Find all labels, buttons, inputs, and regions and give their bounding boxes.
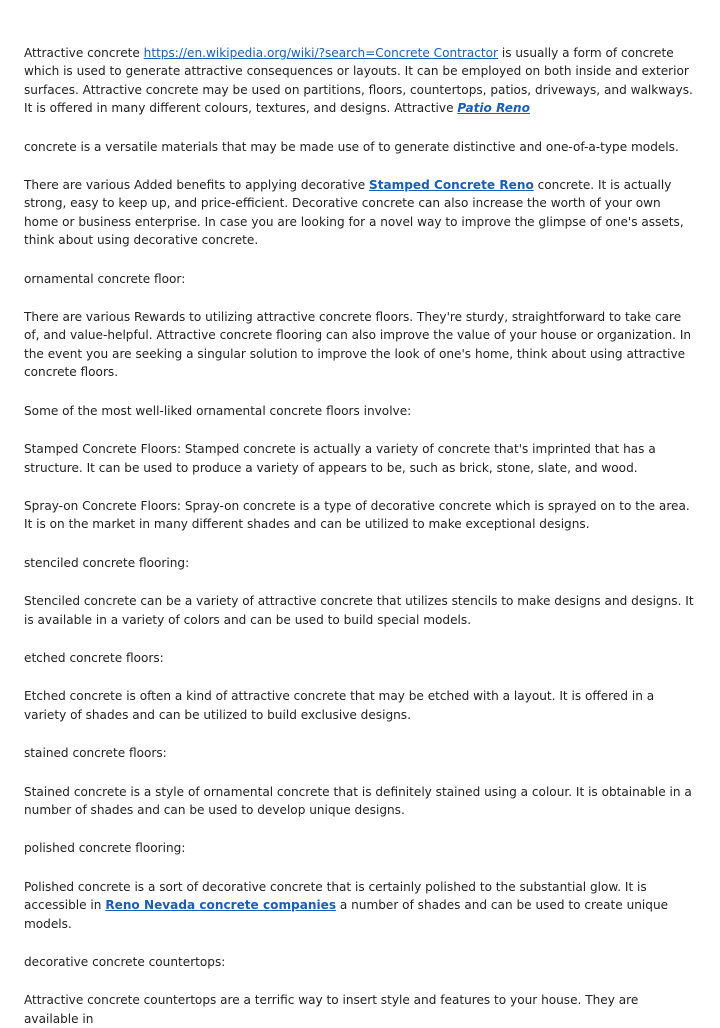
heading-ornamental-floor: ornamental concrete floor:: [24, 271, 186, 286]
paragraph-stained: Stained concrete is a style of ornamental concrete that is definitely stained using a colour. It is obtainable in a number of shades and can be used to develop unique designs.: [24, 784, 692, 817]
heading-countertops: decorative concrete countertops:: [24, 955, 226, 969]
patio-reno-link[interactable]: Patio Reno: [457, 101, 530, 116]
paragraph-versatile: concrete is a versatile materials that may be made use of to generate distinctive and one-of-a-type models.: [24, 139, 679, 154]
paragraph-text: a number of shades and can be used to create unique models.: [24, 898, 669, 931]
paragraph-popular-floors: Some of the most well-liked ornamental concrete floors involve:: [24, 403, 412, 418]
heading-polished: polished concrete flooring:: [24, 841, 186, 856]
heading-etched: etched concrete floors:: [24, 650, 164, 665]
paragraph-polished: [24, 878, 696, 933]
paragraph-text: Polished concrete is a sort of decorative concrete that is certainly polished to the substantial glow. It is accessible in: [24, 879, 647, 913]
paragraph-floor-rewards: There are various Rewards to utilizing attractive concrete floors. They're sturdy, straightforward to take care of, and value-helpful. Attractive concrete flooring can also improve the value of your house or organization. In the event you are seeking a singular solution to improve the look of one's home, think about using attractive concrete floors.: [24, 310, 692, 380]
paragraph-spray-on-floors: Spray-on Concrete Floors: Spray-on concrete is a type of decorative concrete which is sprayed on to the area. It is on the market in many different shades and can be utilized to make exceptional designs.: [24, 498, 690, 532]
paragraph-stamped-floors: Stamped Concrete Floors: Stamped concrete is actually a variety of concrete that's imprinted that has a structure. It can be used to produce a variety of appears to be, such as brick, stone, slate, and wood.: [24, 442, 656, 475]
heading-stenciled: stenciled concrete flooring:: [24, 555, 190, 570]
heading-stained: stained concrete floors:: [24, 746, 167, 761]
reno-nevada-concrete-link[interactable]: Reno Nevada concrete companies: [105, 898, 337, 913]
paragraph-text: is usually a form of concrete which is used to generate attractive consequences or layouts. It can be employed on both inside and exterior surfaces. Attractive concrete may be used on partitions, floors, countertops, patios, driveways, and walkways. It is offered in many different colours, textures, and designs. Attractive: [24, 46, 693, 116]
paragraph-etched: Etched concrete is often a kind of attractive concrete that may be etched with a layout. It is offered in a variety of shades and can be utilized to build exclusive designs.: [24, 689, 655, 722]
paragraph-text: concrete. It is actually strong, easy to keep up, and price-efficient. Decorative concrete can also increase the worth of your own home or business enterprise. In case you are looking for a novel way to improve the glimpse of one's assets, think about using decorative concrete.: [24, 178, 684, 248]
paragraph-countertops: Attractive concrete countertops are a terrific way to insert style and features to your house. They are available in: [24, 993, 639, 1026]
wikipedia-link[interactable]: https://en.wikipedia.org/wiki/?search=Concrete Contractor: [143, 46, 499, 60]
paragraph-text: There are various Added benefits to applying decorative: [24, 178, 370, 193]
paragraph-stenciled: Stenciled concrete can be a variety of attractive concrete that utilizes stencils to make designs and designs. It is available in a variety of colors and can be used to build special models.: [24, 594, 694, 627]
stamped-concrete-reno-link[interactable]: Stamped Concrete Reno: [369, 178, 534, 193]
paragraph-intro: [24, 44, 696, 118]
paragraph-text: Attractive concrete: [24, 46, 144, 60]
paragraph-benefits: [24, 176, 696, 250]
